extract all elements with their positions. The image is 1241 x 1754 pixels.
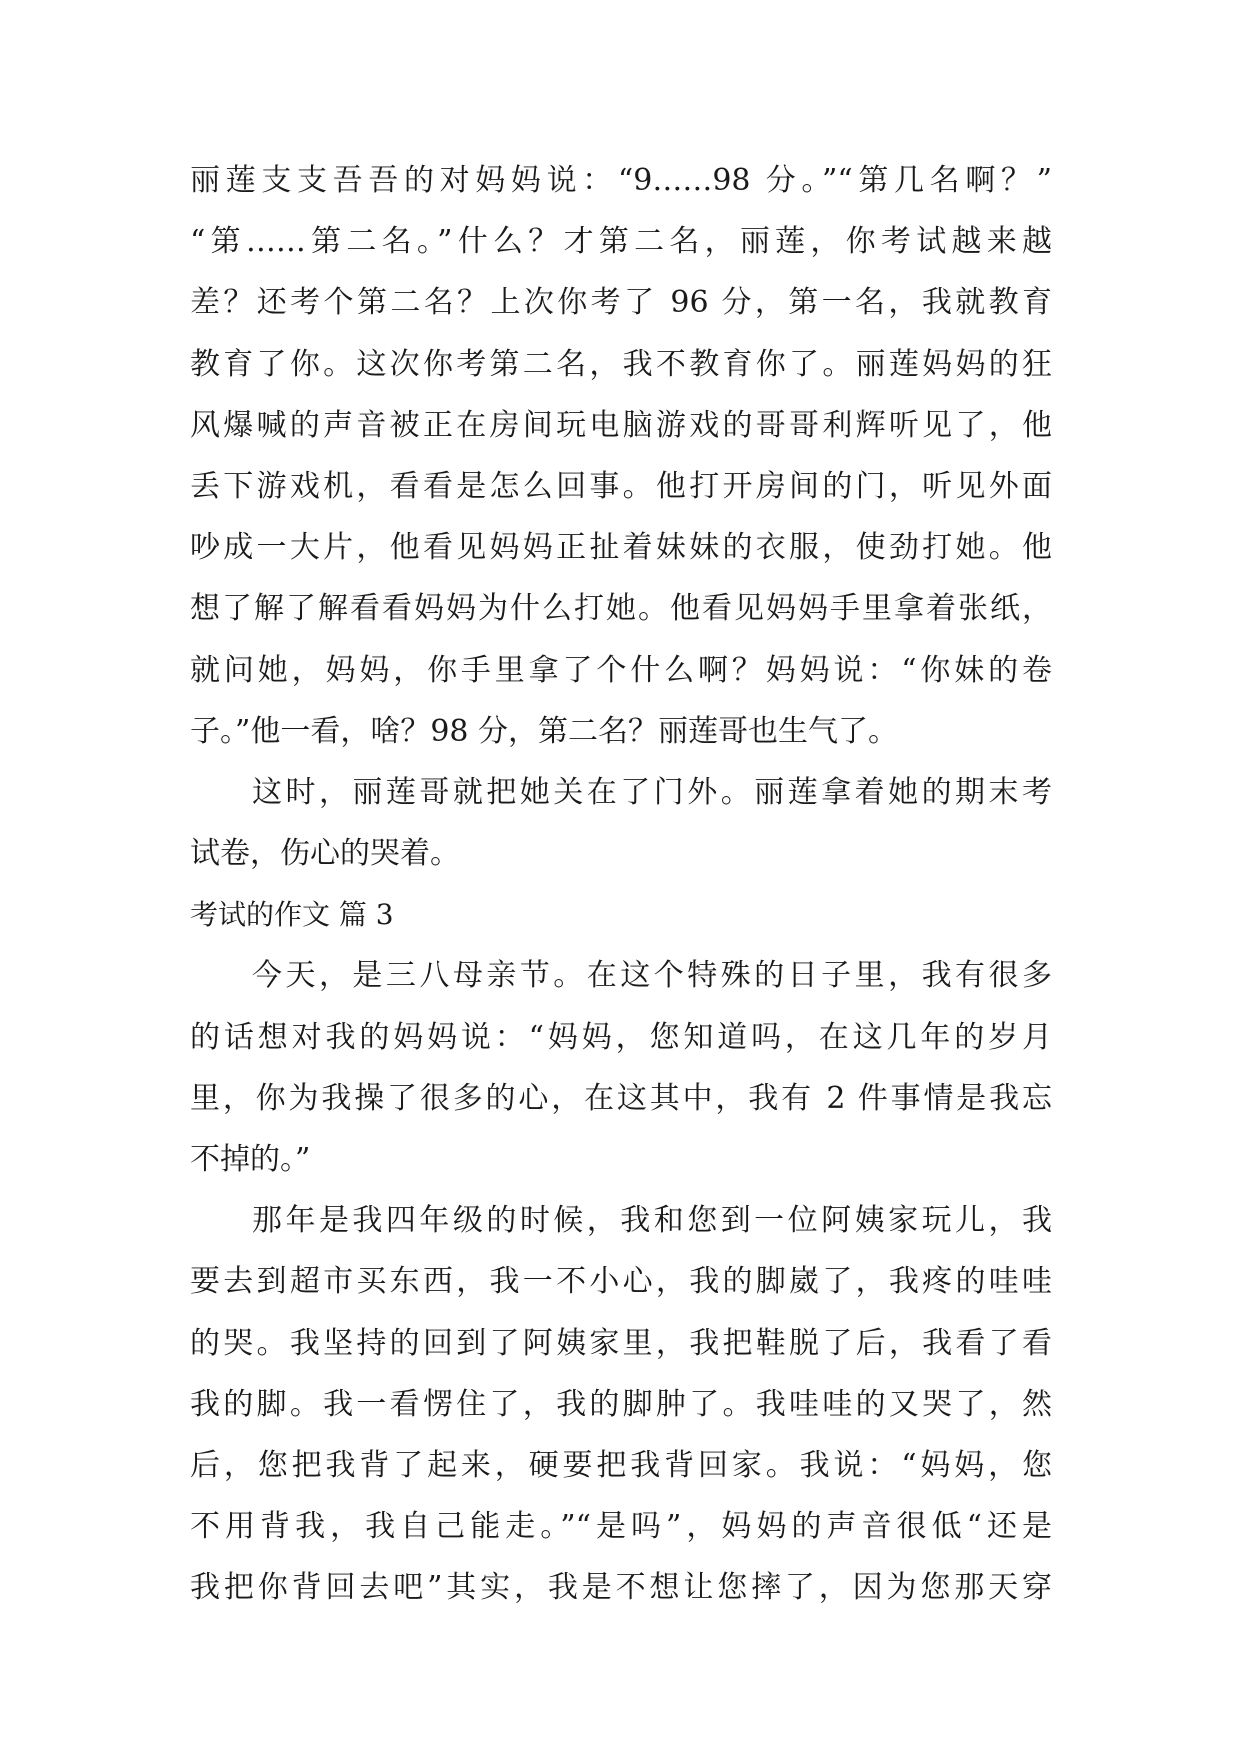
text-line: 丽莲支支吾吾的对妈妈说：“9……98 分。”“第几名啊？”	[190, 163, 1052, 198]
text-line: 要去到超市买东西，我一不小心，我的脚崴了，我疼的哇哇	[190, 1264, 1052, 1300]
text-line: 今天，是三八母亲节。在这个特殊的日子里，我有很多	[252, 958, 1052, 994]
text-line: 吵成一大片，他看见妈妈正扯着妹妹的衣服，使劲打她。他	[190, 530, 1052, 566]
text-line: 不用背我，我自己能走。”“是吗”，妈妈的声音很低“还是	[190, 1509, 1052, 1545]
section-title: 考试的作文 篇 3	[190, 898, 394, 932]
text-line: 差？还考个第二名？上次你考了 96 分，第一名，我就教育	[190, 285, 1052, 321]
text-line: 那年是我四年级的时候，我和您到一位阿姨家玩儿，我	[252, 1203, 1052, 1239]
text-line: “第……第二名。”什么？才第二名，丽莲，你考试越来越	[190, 224, 1052, 260]
text-line: 就问她，妈妈，你手里拿了个什么啊？妈妈说：“你妹的卷	[190, 652, 1052, 688]
text-line: 丢下游戏机，看看是怎么回事。他打开房间的门，听见外面	[190, 468, 1052, 504]
text-line: 的话想对我的妈妈说：“妈妈，您知道吗，在这几年的岁月	[190, 1019, 1052, 1055]
text-line: 想了解了解看看妈妈为什么打她。他看见妈妈手里拿着张纸，	[190, 591, 1052, 627]
text-line: 风爆喊的声音被正在房间玩电脑游戏的哥哥利辉听见了，他	[190, 407, 1052, 443]
text-line: 的哭。我坚持的回到了阿姨家里，我把鞋脱了后，我看了看	[190, 1325, 1052, 1361]
text-line: 教育了你。这次你考第二名，我不教育你了。丽莲妈妈的狂	[190, 346, 1052, 382]
text-line: 后，您把我背了起来，硬要把我背回家。我说：“妈妈，您	[190, 1447, 1052, 1483]
text-line: 我的脚。我一看愣住了，我的脚肿了。我哇哇的又哭了，然	[190, 1386, 1052, 1422]
text-line: 里，你为我操了很多的心，在这其中，我有 2 件事情是我忘	[190, 1080, 1052, 1116]
text-line: 我把你背回去吧”其实，我是不想让您摔了，因为您那天穿	[190, 1570, 1052, 1606]
document-body	[190, 150, 1052, 1619]
text-line: 这时，丽莲哥就把她关在了门外。丽莲拿着她的期末考	[252, 774, 1052, 810]
text-line: 子。”他一看，啥？98 分，第二名？丽莲哥也生气了。	[190, 713, 899, 749]
text-line: 不掉的。”	[190, 1142, 311, 1177]
text-line: 试卷，伤心的哭着。	[190, 836, 460, 872]
